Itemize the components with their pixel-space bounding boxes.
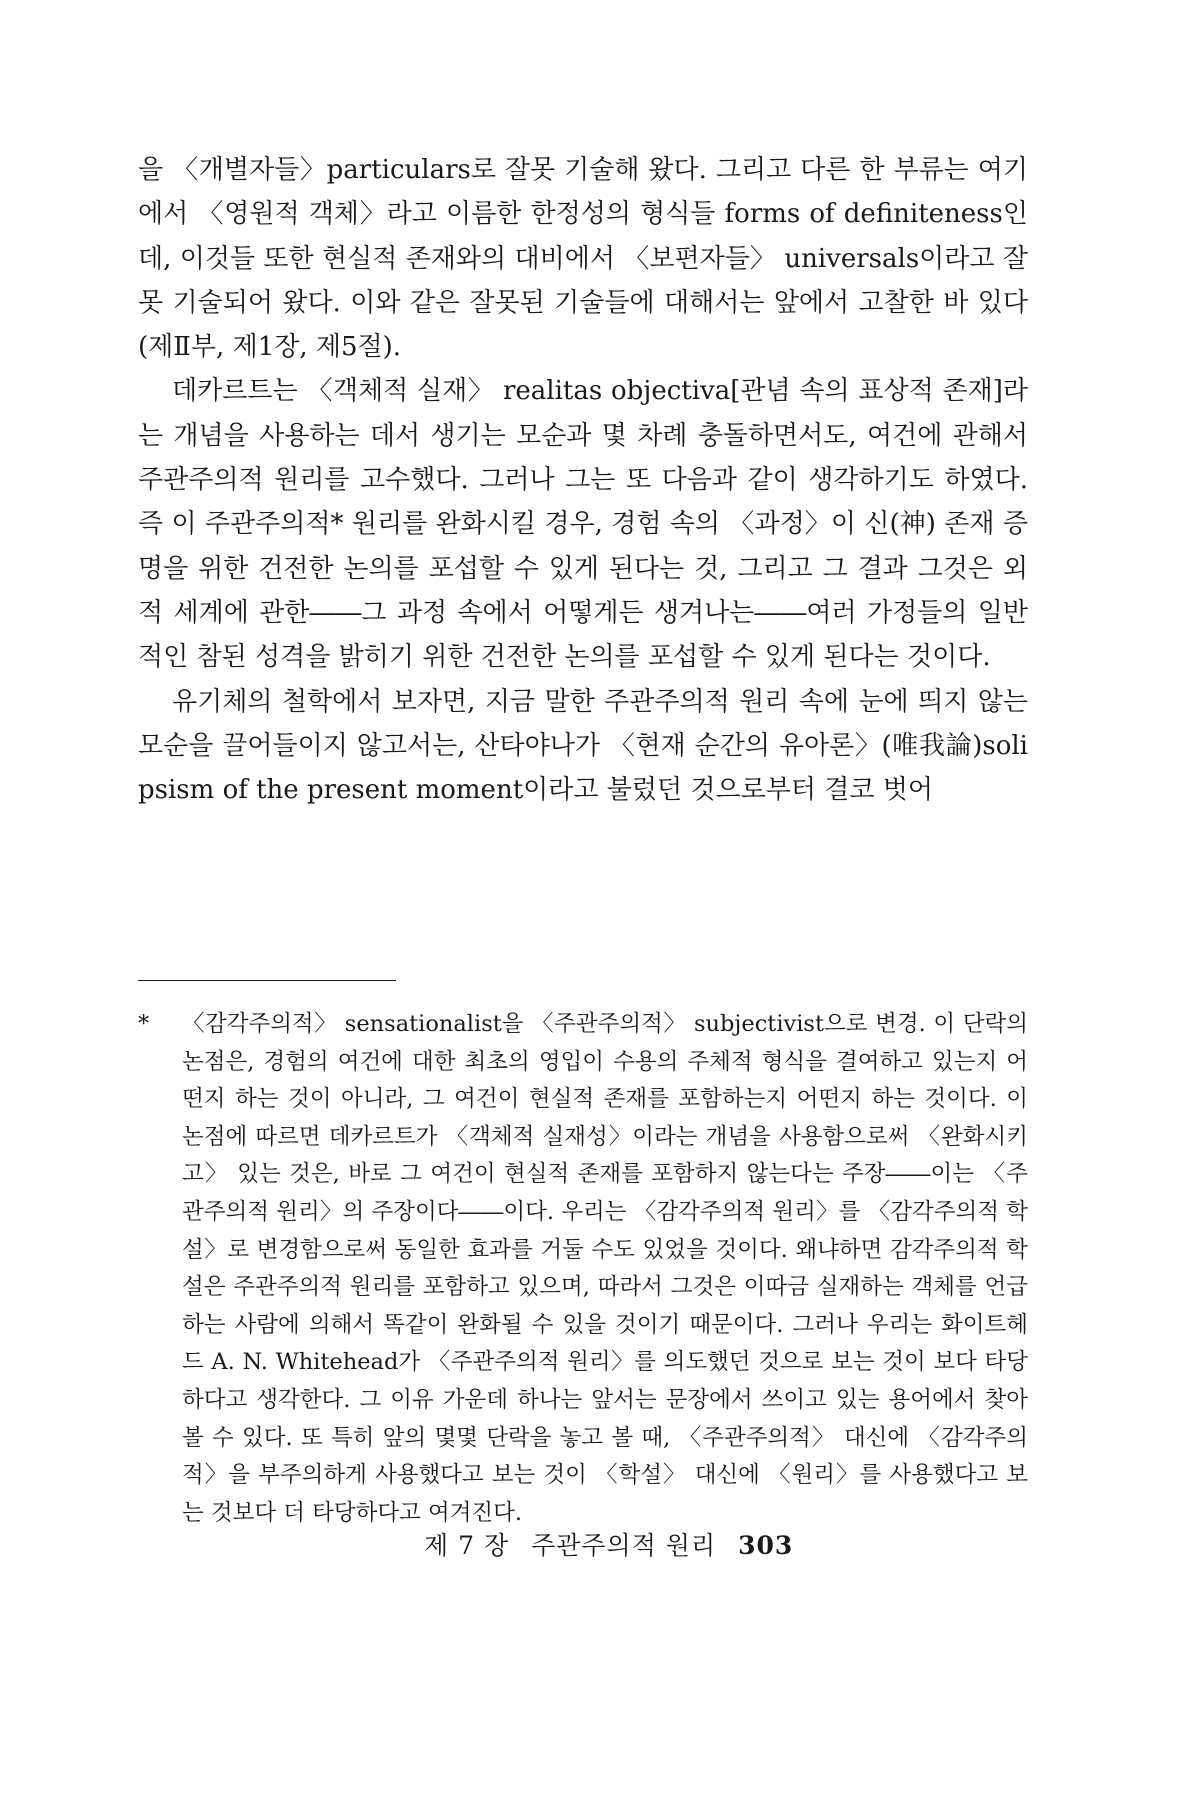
body-text [138, 148, 1028, 812]
paragraph-2: 데카르트는 〈객체적 실재〉 realitas objectiva[관념 속의 표상적 존재]라는 개념을 사용하는 데서 생기는 모순과 몇 차례 충돌하면서도, 여건에 관해서 주관주의적 원리를 고수했다. 그러나 그는 또 다음과 같이 생각하기도 하였다. 즉 이 주관주의적* 원리를 완화시킬 경우, 경험 속의 〈과정〉이 신(神) 존재 증명을 위한 건전한 논의를 포섭할 수 있게 된다는 것, 그리고 그 결과 그것은 외적 세계에 관한――그 과정 속에서 어떻게든 생겨나는――여러 가정들의 일반적인 참된 성격을 밝히기 위한 건전한 논의를 포섭할 수 있게 된다는 것이다. [138, 376, 1028, 673]
footer-title: 주관주의적 원리 [531, 1531, 717, 1560]
footnote [138, 1006, 1028, 1532]
footer-chapter: 제 7 장 [424, 1531, 510, 1560]
running-footer [424, 1526, 793, 1562]
footnote-text: 〈감각주의적〉 sensationalist을 〈주관주의적〉 subjectivist으로 변경. 이 단락의 논점은, 경험의 여건에 대한 최초의 영입이 수용의 주체적 형식을 결여하고 있는지 어떤지 하는 것이 아니라, 그 여건이 현실적 존재를 포함하는지 어떤지 하는 것이다. 이 논점에 따르면 데카르트가 〈객체적 실재성〉이라는 개념을 사용함으로써 〈완화시키고〉 있는 것은, 바로 그 여건이 현실적 존재를 포함하지 않는다는 주장――이는 〈주관주의적 원리〉의 주장이다――이다. 우리는 〈감각주의적 원리〉를 〈감각주의적 학설〉로 변경함으로써 동일한 효과를 거둘 수도 있었을 것이다. 왜냐하면 감각주의적 학설은 주관주의적 원리를 포함하고 있으며, 따라서 그것은 이따금 실재하는 객체를 언급하는 사람에 의해서 똑같이 완화될 수 있을 것이기 때문이다. 그러나 우리는 화이트헤드 A. N. Whitehead가 〈주관주의적 원리〉를 의도했던 것으로 보는 것이 보다 타당하다고 생각한다. 그 이유 가운데 하나는 앞서는 문장에서 쓰이고 있는 용어에서 찾아볼 수 있다. 또 특히 앞의 몇몇 단락을 놓고 볼 때, 〈주관주의적〉 대신에 〈감각주의적〉을 부주의하게 사용했다고 보는 것이 〈학설〉 대신에 〈원리〉를 사용했다고 보는 것보다 더 타당하다고 여겨진다. [182, 1011, 1028, 1526]
page-content [138, 148, 1028, 1526]
paragraph-1: 을 〈개별자들〉particulars로 잘못 기술해 왔다. 그리고 다른 한 부류는 여기에서 〈영원적 객체〉라고 이름한 한정성의 형식들 forms of definiteness인데, 이것들 또한 현실적 존재와의 대비에서 〈보편자들〉 universals이라고 잘못 기술되어 왔다. 이와 같은 잘못된 기술들에 대해서는 앞에서 고찰한 바 있다(제Ⅱ부, 제1장, 제5절). [138, 155, 1028, 363]
page-number: 303 [738, 1531, 794, 1560]
footnote-marker: * [138, 1011, 150, 1037]
footnote-divider [138, 980, 396, 981]
paragraph-3: 유기체의 철학에서 보자면, 지금 말한 주관주의적 원리 속에 눈에 띄지 않는 모순을 끌어들이지 않고서는, 산타야나가 〈현재 순간의 유아론〉(唯我論)solipsism of the present moment이라고 불렀던 것으로부터 결코 벗어 [138, 686, 1028, 806]
